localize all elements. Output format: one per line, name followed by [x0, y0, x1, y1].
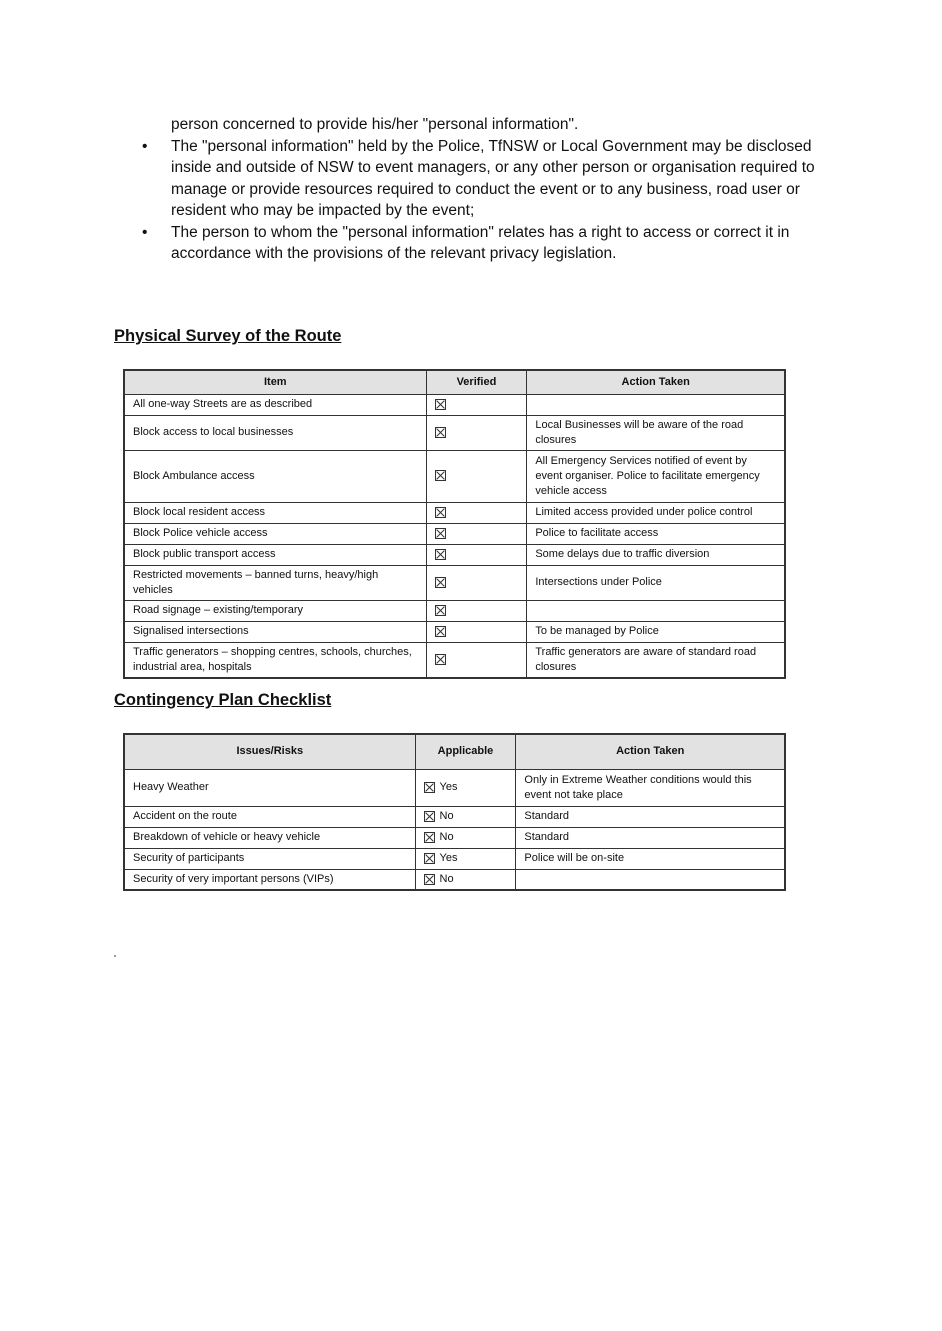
checked-checkbox-icon[interactable] — [424, 874, 435, 885]
list-item: • The "personal information" held by the Police, TfNSW or Local Government may be disclosed inside and outside of NSW to event managers, or any other person or organisation required to manage or provide resources required to conduct the event or to any business, road user or resident who may be impacted by the event; — [142, 137, 815, 219]
action-cell: Standard — [516, 806, 785, 827]
item-cell: Block access to local businesses — [124, 415, 426, 450]
table-row — [124, 415, 785, 450]
checked-checkbox-icon[interactable] — [435, 626, 446, 637]
bullet-icon: • — [142, 223, 148, 241]
applicable-cell: No — [415, 827, 516, 848]
checked-checkbox-icon[interactable] — [435, 470, 446, 481]
applicable-cell: No — [415, 869, 516, 890]
action-cell: Some delays due to traffic diversion — [527, 544, 785, 565]
action-cell: To be managed by Police — [527, 621, 785, 642]
issue-cell: Security of participants — [124, 848, 415, 869]
privacy-bullet-list — [114, 136, 834, 265]
table-row — [124, 642, 785, 678]
applicable-cell: Yes — [415, 769, 516, 806]
verified-cell — [426, 642, 527, 678]
privacy-text — [114, 114, 834, 265]
action-cell: Intersections under Police — [527, 565, 785, 600]
contingency-table — [123, 733, 786, 891]
column-header: Item — [124, 370, 426, 394]
column-header: Applicable — [415, 734, 516, 769]
survey-heading: Physical Survey of the Route — [114, 327, 342, 345]
table-row — [124, 450, 785, 502]
item-cell: Restricted movements – banned turns, heavy/high vehicles — [124, 565, 426, 600]
action-cell — [527, 600, 785, 621]
action-cell: Local Businesses will be aware of the road closures — [527, 415, 785, 450]
issue-cell: Heavy Weather — [124, 769, 415, 806]
action-cell: Limited access provided under police control — [527, 502, 785, 523]
table-row — [124, 621, 785, 642]
issue-cell: Accident on the route — [124, 806, 415, 827]
issue-cell: Breakdown of vehicle or heavy vehicle — [124, 827, 415, 848]
action-cell: Police will be on-site — [516, 848, 785, 869]
column-header: Action Taken — [527, 370, 785, 394]
item-cell: Block Ambulance access — [124, 450, 426, 502]
table-row — [124, 544, 785, 565]
verified-cell — [426, 621, 527, 642]
checked-checkbox-icon[interactable] — [435, 399, 446, 410]
contingency-heading: Contingency Plan Checklist — [114, 691, 332, 709]
verified-cell — [426, 502, 527, 523]
column-header: Action Taken — [516, 734, 785, 769]
bullet-icon: • — [142, 137, 148, 155]
action-cell: Traffic generators are aware of standard road closures — [527, 642, 785, 678]
continuation-text: person concerned to provide his/her "personal information". — [171, 116, 579, 133]
checked-checkbox-icon[interactable] — [435, 654, 446, 665]
table-header-row — [124, 734, 785, 769]
verified-cell — [426, 600, 527, 621]
action-cell — [516, 869, 785, 890]
checked-checkbox-icon[interactable] — [435, 427, 446, 438]
applicable-cell: Yes — [415, 848, 516, 869]
item-cell: Signalised intersections — [124, 621, 426, 642]
item-cell: Traffic generators – shopping centres, schools, churches, industrial area, hospitals — [124, 642, 426, 678]
checked-checkbox-icon[interactable] — [435, 507, 446, 518]
page-mark — [114, 955, 116, 957]
action-cell: All Emergency Services notified of event by event organiser. Police to facilitate emergency vehicle access — [527, 450, 785, 502]
table-row — [124, 806, 785, 827]
list-item: • The person to whom the "personal information" relates has a right to access or correct it in accordance with the provisions of the relevant privacy legislation. — [142, 223, 790, 262]
item-cell: Block Police vehicle access — [124, 523, 426, 544]
column-header: Issues/Risks — [124, 734, 415, 769]
issue-cell: Security of very important persons (VIPs) — [124, 869, 415, 890]
verified-cell — [426, 523, 527, 544]
action-cell: Standard — [516, 827, 785, 848]
verified-cell — [426, 544, 527, 565]
table-row — [124, 565, 785, 600]
item-cell: All one-way Streets are as described — [124, 394, 426, 415]
checked-checkbox-icon[interactable] — [424, 853, 435, 864]
table-row — [124, 848, 785, 869]
table-row — [124, 523, 785, 544]
survey-table — [123, 369, 786, 679]
applicable-cell: No — [415, 806, 516, 827]
verified-cell — [426, 394, 527, 415]
column-header: Verified — [426, 370, 527, 394]
item-cell: Block local resident access — [124, 502, 426, 523]
table-row — [124, 394, 785, 415]
checked-checkbox-icon[interactable] — [435, 605, 446, 616]
item-cell: Road signage – existing/temporary — [124, 600, 426, 621]
checked-checkbox-icon[interactable] — [424, 811, 435, 822]
table-row — [124, 600, 785, 621]
table-header-row — [124, 370, 785, 394]
checked-checkbox-icon[interactable] — [435, 577, 446, 588]
checked-checkbox-icon[interactable] — [424, 782, 435, 793]
action-cell — [527, 394, 785, 415]
verified-cell — [426, 565, 527, 600]
action-cell: Police to facilitate access — [527, 523, 785, 544]
table-row — [124, 502, 785, 523]
table-row — [124, 769, 785, 806]
checked-checkbox-icon[interactable] — [435, 549, 446, 560]
action-cell: Only in Extreme Weather conditions would this event not take place — [516, 769, 785, 806]
item-cell: Block public transport access — [124, 544, 426, 565]
checked-checkbox-icon[interactable] — [435, 528, 446, 539]
table-row — [124, 827, 785, 848]
table-row — [124, 869, 785, 890]
verified-cell — [426, 415, 527, 450]
checked-checkbox-icon[interactable] — [424, 832, 435, 843]
verified-cell — [426, 450, 527, 502]
